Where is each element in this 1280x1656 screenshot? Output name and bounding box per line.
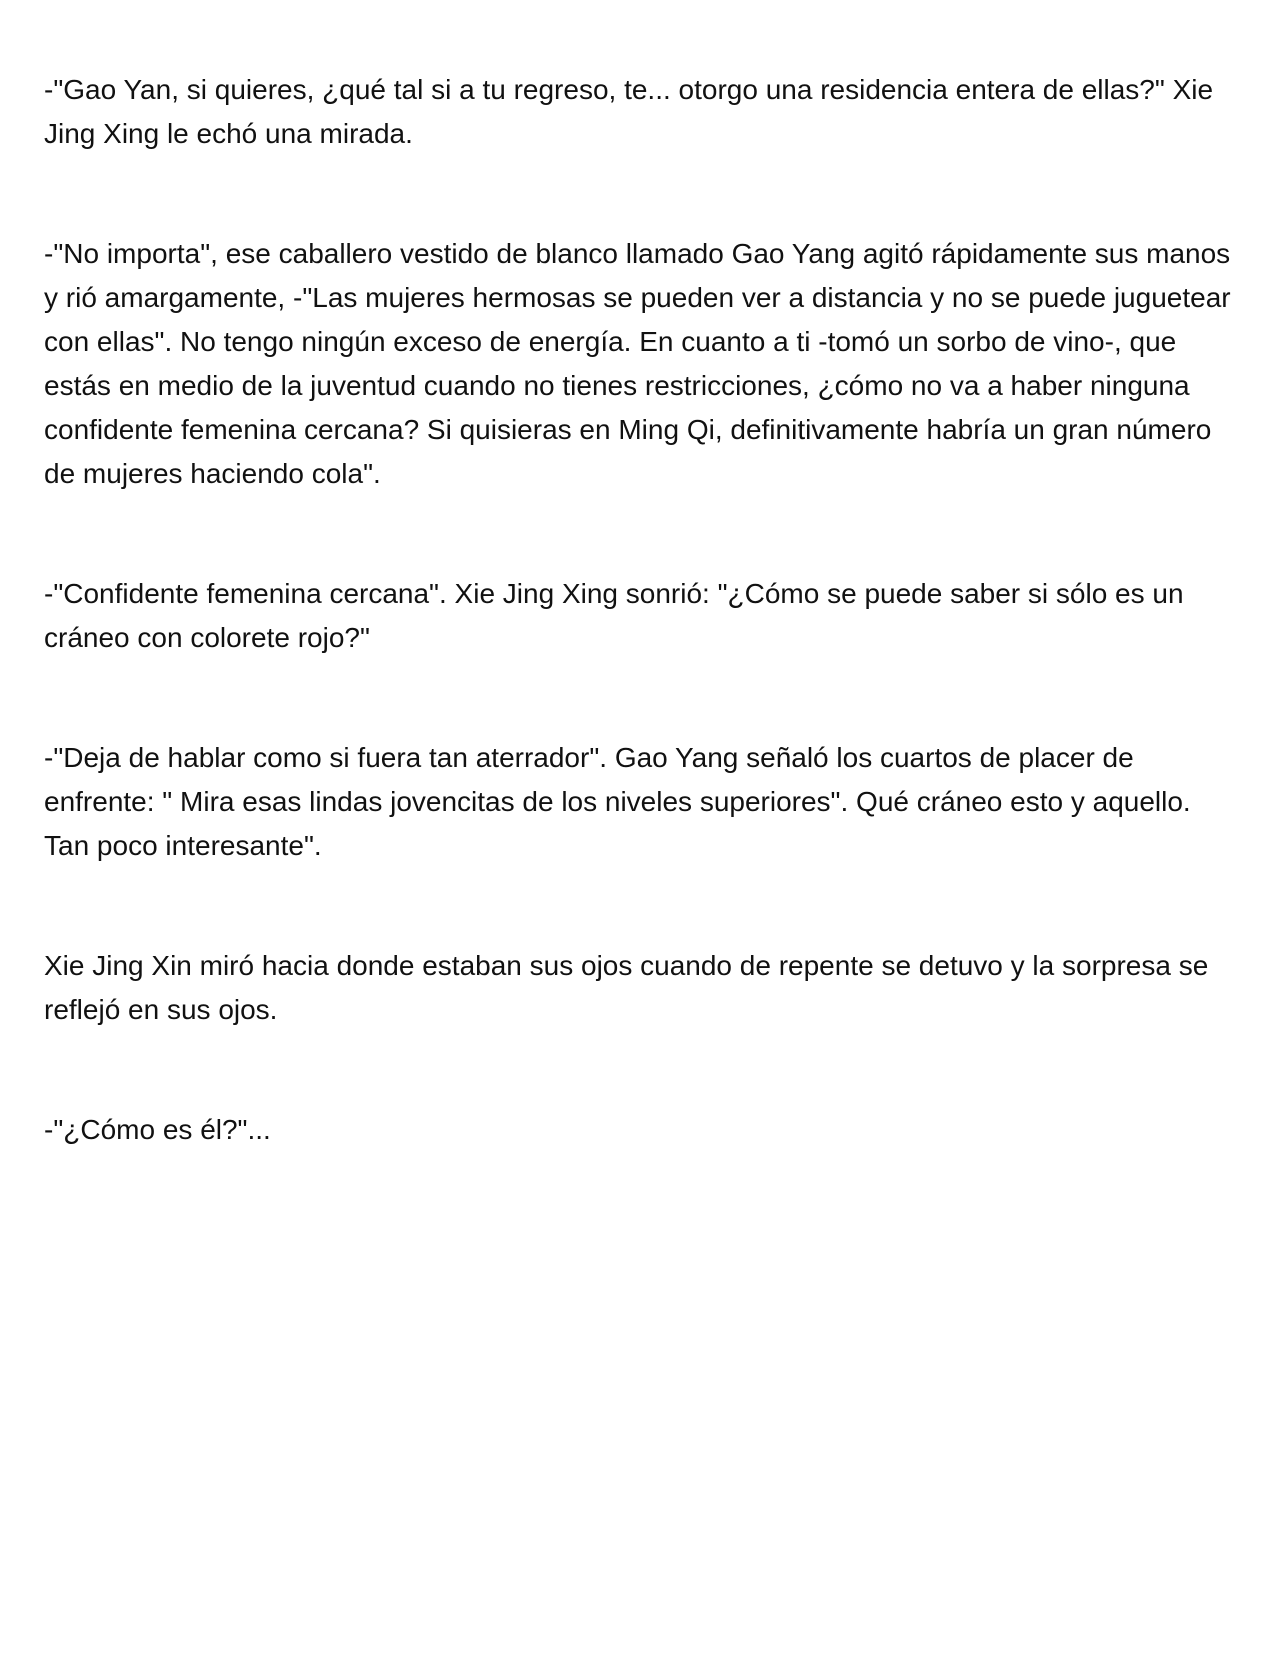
paragraph-5: Xie Jing Xin miró hacia donde estaban sus ojos cuando de repente se detuvo y la sorpresa se reflejó en sus ojos. [44, 950, 1209, 1025]
paragraph-2: -"No importa", ese caballero vestido de blanco llamado Gao Yang agitó rápidamente sus manos y rió amargamente, -"Las mujeres hermosas se pueden ver a distancia y no se puede juguetear con ellas". No tengo ningún exceso de energía. En cuanto a ti -tomó un sorbo de vino-, que estás en medio de la juventud cuando no tienes restricciones, ¿cómo no va a haber ninguna confidente femenina cercana? Si quisieras en Ming Qi, definitivamente habría un gran número de mujeres haciendo cola". [44, 238, 1231, 489]
paragraph-3: -"Confidente femenina cercana". Xie Jing Xing sonrió: "¿Cómo se puede saber si sólo es un cráneo con colorete rojo?" [44, 578, 1184, 653]
paragraph-6: -"¿Cómo es él?"... [44, 1114, 271, 1145]
paragraph-4: -"Deja de hablar como si fuera tan aterrador". Gao Yang señaló los cuartos de placer de enfrente: " Mira esas lindas jovencitas de los niveles superiores". Qué cráneo esto y aquello. Tan poco interesante". [44, 742, 1191, 861]
paragraph-1: -"Gao Yan, si quieres, ¿qué tal si a tu regreso, te... otorgo una residencia entera de ellas?" Xie Jing Xing le echó una mirada. [44, 74, 1214, 149]
